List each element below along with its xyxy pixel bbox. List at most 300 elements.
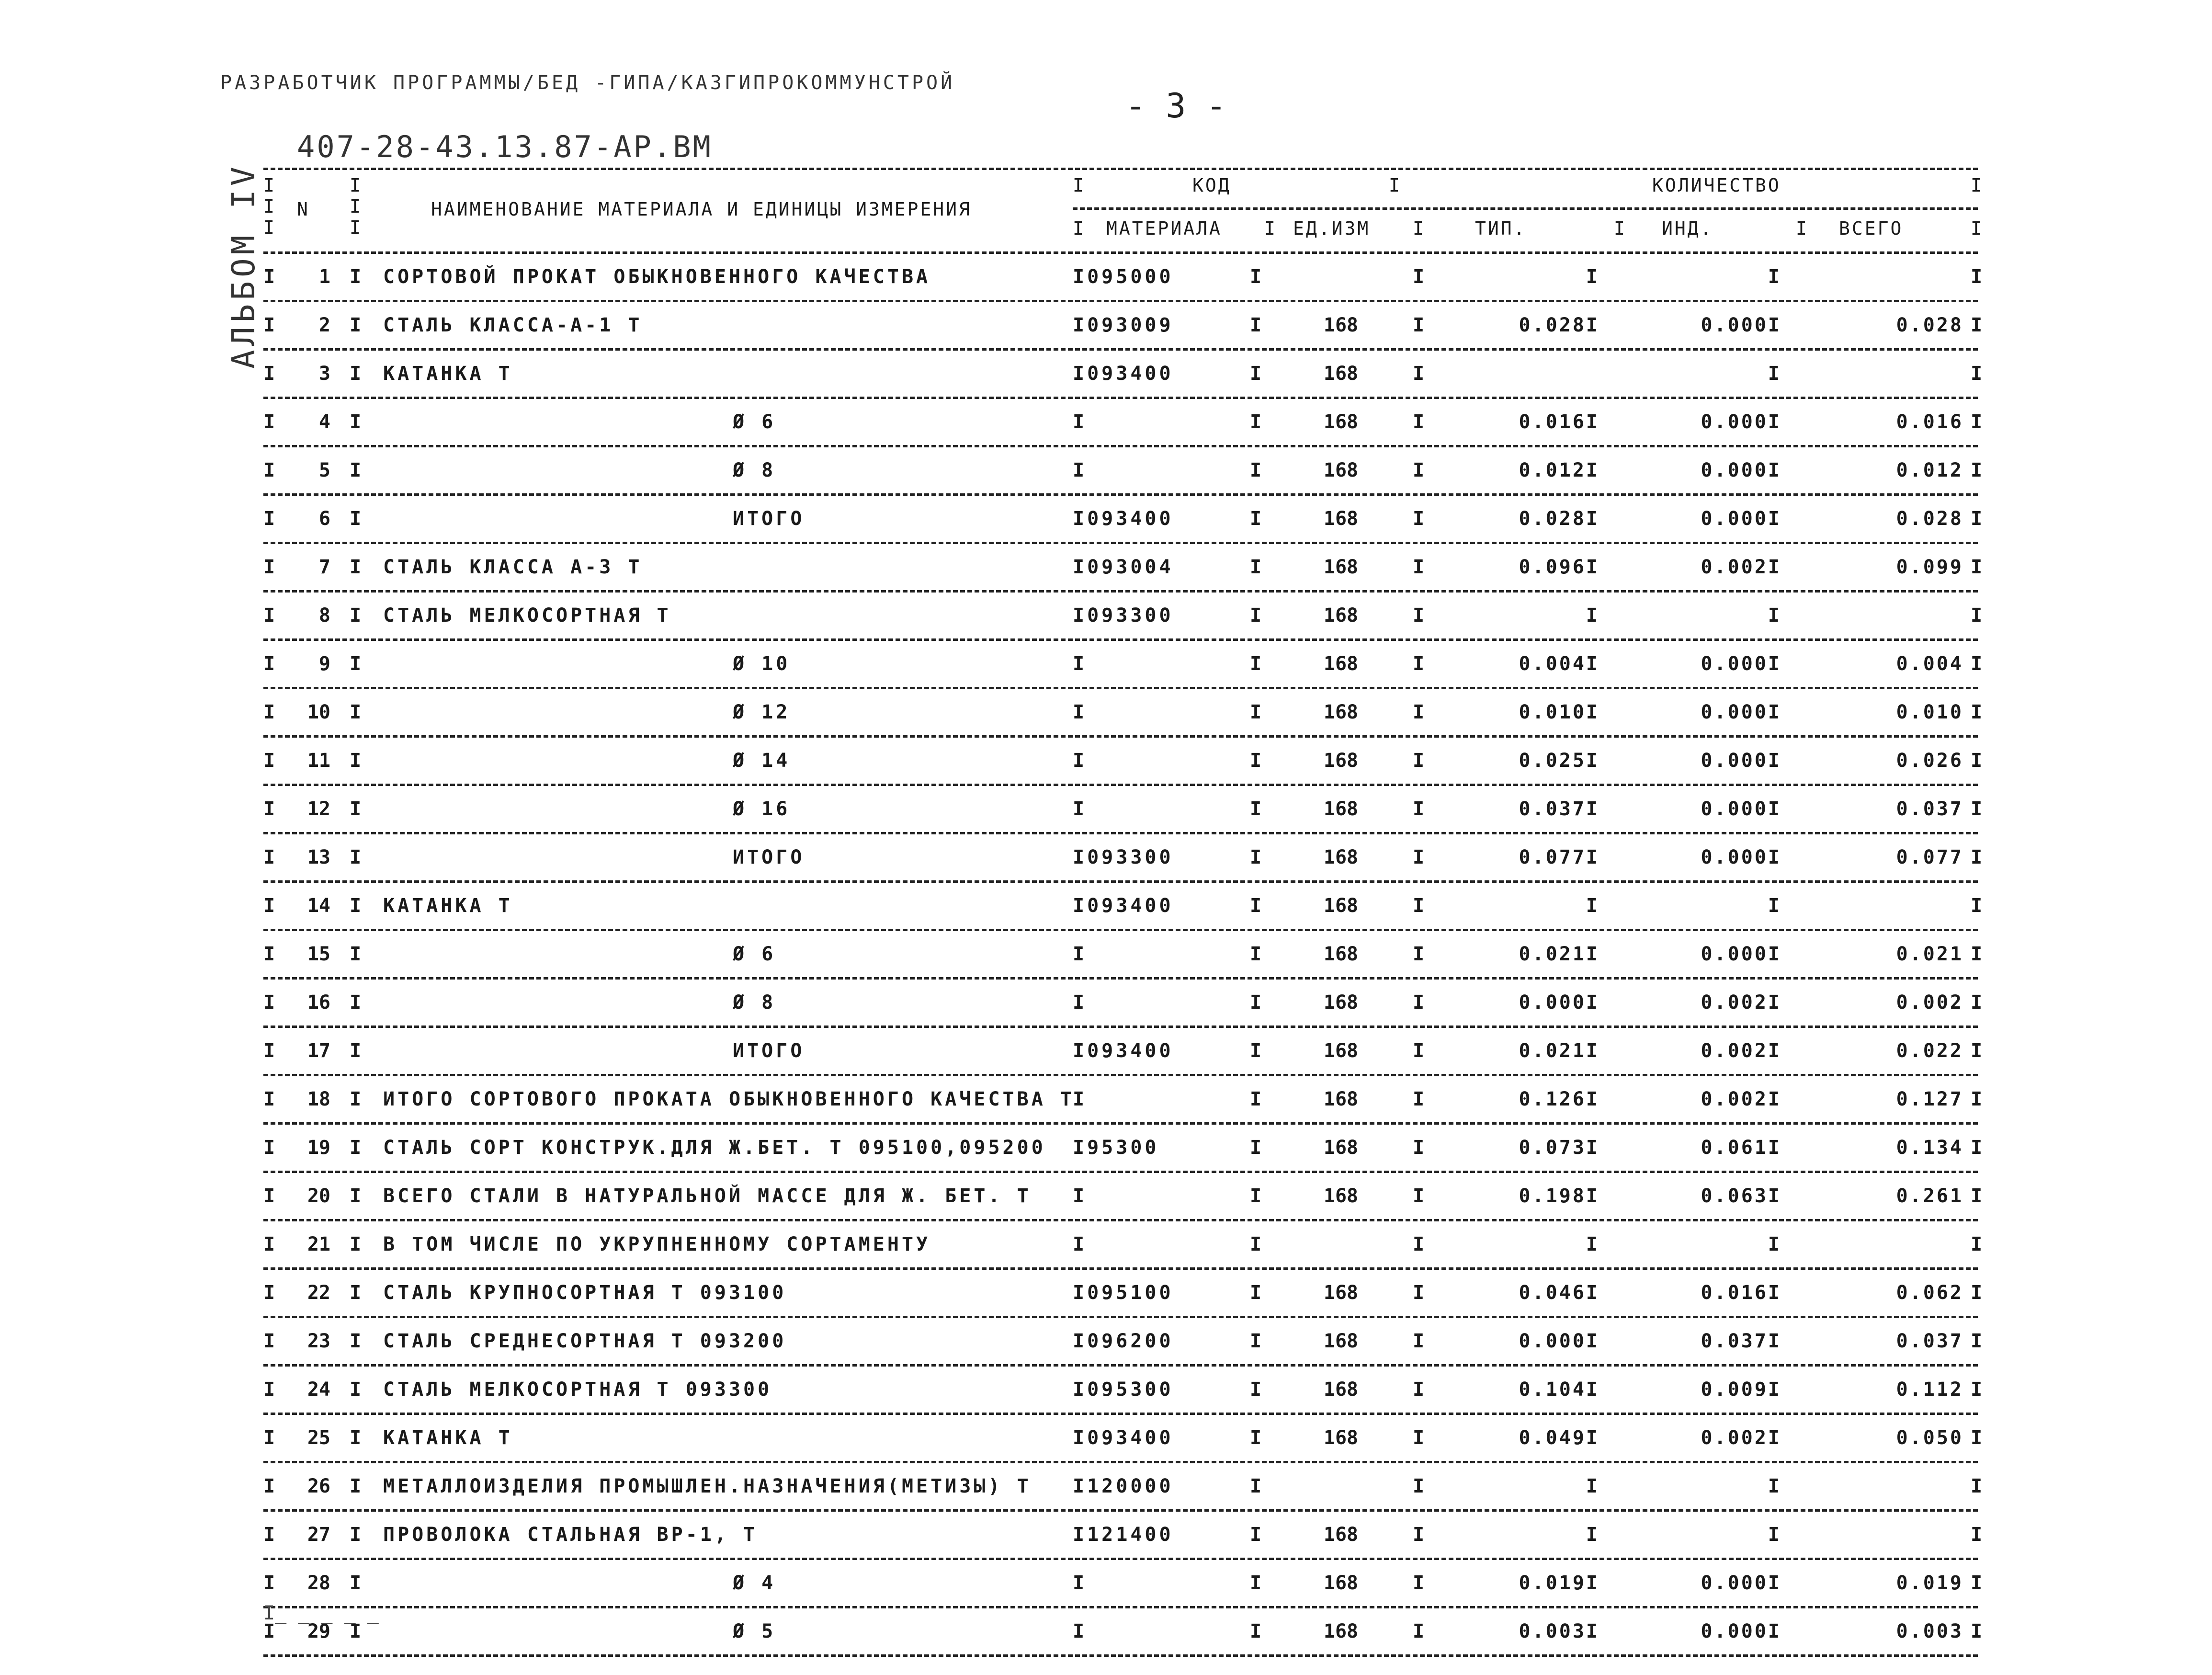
table-row (263, 1028, 1983, 1076)
row-sep: I (1250, 1572, 1262, 1594)
quantity-typ: 0.049I (1519, 1427, 1599, 1449)
quantity-ind: 0.002I (1701, 1088, 1781, 1110)
row-number: 13 (307, 846, 330, 868)
unit-code: 168 (1323, 1379, 1359, 1401)
unit-code: 168 (1323, 750, 1359, 772)
row-sep: I (1413, 1620, 1425, 1642)
row-border-right: I (1971, 556, 1983, 578)
row-sep: I (350, 750, 362, 772)
unit-code: 168 (1323, 1427, 1359, 1449)
quantity-typ: 0.046I (1519, 1282, 1599, 1304)
table-row (263, 980, 1983, 1028)
row-sep: I (1413, 266, 1425, 288)
row-sep: I (1250, 701, 1262, 723)
table-row (263, 883, 1983, 931)
header-unit: ЕД.ИЗМ (1293, 218, 1371, 239)
row-border-left: I (263, 1427, 275, 1449)
material-code: I (1073, 750, 1088, 772)
quantity-total (1820, 351, 1963, 397)
quantity-typ: 0.019I (1519, 1572, 1599, 1594)
quantity-typ: 0.003I (1519, 1620, 1599, 1642)
row-number: 7 (318, 556, 330, 578)
row-border-right: I (1971, 653, 1983, 675)
quantity-typ: I (1586, 895, 1599, 917)
quantity-total: 0.062 (1896, 1282, 1963, 1304)
row-number: 4 (318, 411, 330, 433)
material-name: СТАЛЬ КРУПНОСОРТНАЯ Т 093100 (383, 1282, 787, 1304)
material-code: I121400 (1073, 1524, 1174, 1546)
row-sep: I (350, 1379, 362, 1401)
material-name: СТАЛЬ МЕЛКОСОРТНАЯ Т 093300 (383, 1379, 772, 1401)
quantity-typ: 0.028I (1519, 314, 1599, 336)
row-border-right: I (1971, 459, 1983, 481)
quantity-total (1820, 1463, 1963, 1509)
quantity-total: 0.037 (1896, 1330, 1963, 1352)
quantity-ind: I (1768, 1475, 1781, 1497)
row-border-left: I (263, 604, 275, 627)
header-quantity: КОЛИЧЕСТВО (1652, 175, 1781, 196)
unit-code: 168 (1323, 459, 1359, 481)
row-number: 27 (307, 1524, 330, 1546)
material-name: СТАЛЬ СОРТ КОНСТРУК.ДЛЯ Ж.БЕТ. Т 095100,095200 (383, 1137, 1046, 1159)
quantity-total: 0.016 (1896, 411, 1963, 433)
quantity-ind: 0.000I (1701, 314, 1781, 336)
row-border-right: I (1971, 895, 1983, 917)
table-row (263, 1463, 1983, 1512)
header-border-left: I I I (263, 175, 276, 238)
row-sep: I (1413, 1427, 1425, 1449)
row-number: 2 (318, 314, 330, 336)
quantity-ind: 0.061I (1701, 1137, 1781, 1159)
row-border-left: I (263, 895, 275, 917)
row-border-left: I (263, 459, 275, 481)
row-sep: I (1250, 556, 1262, 578)
material-code: I093400 (1073, 508, 1174, 530)
row-border-left: I (263, 1620, 275, 1642)
quantity-typ: 0.010I (1519, 701, 1599, 723)
unit-code: 168 (1323, 508, 1359, 530)
row-border-right: I (1971, 1475, 1983, 1497)
quantity-typ: I (1586, 266, 1599, 288)
quantity-ind: 0.037I (1701, 1330, 1781, 1352)
quantity-typ: 0.016I (1519, 411, 1599, 433)
quantity-typ: 0.021I (1519, 943, 1599, 965)
quantity-total (1820, 593, 1963, 638)
quantity-ind: 0.000I (1701, 1620, 1781, 1642)
material-name: КАТАНКА Т (383, 895, 513, 917)
header-border-right: I (1971, 175, 1984, 196)
row-border-right: I (1971, 508, 1983, 530)
row-border-right: I (1971, 1330, 1983, 1352)
row-sep: I (1413, 1524, 1425, 1546)
row-number: 20 (307, 1185, 330, 1207)
row-number: 9 (318, 653, 330, 675)
row-sep: I (350, 1137, 362, 1159)
row-border-left: I (263, 846, 275, 868)
header-mid-rule (1073, 207, 1978, 210)
row-sep: I (350, 1620, 362, 1642)
header-sep-num: I I I (350, 175, 363, 238)
header-sep-material: I (1073, 218, 1086, 239)
table-row (263, 931, 1983, 980)
quantity-total (1820, 254, 1963, 300)
row-sep: I (1413, 701, 1425, 723)
unit-code: 168 (1323, 363, 1359, 385)
unit-code (1307, 1463, 1374, 1509)
material-name: Ø 5 (733, 1620, 776, 1642)
row-border-left: I (263, 411, 275, 433)
material-code: I093400 (1073, 1040, 1174, 1062)
header-sep-qty: I (1389, 175, 1402, 196)
row-sep: I (350, 653, 362, 675)
row-number: 5 (318, 459, 330, 481)
quantity-total: 0.037 (1896, 798, 1963, 820)
material-name: ИТОГО (733, 846, 805, 868)
row-number: 19 (307, 1137, 330, 1159)
quantity-ind: 0.000I (1701, 411, 1781, 433)
row-sep: I (350, 556, 362, 578)
quantity-typ: 0.000I (1519, 991, 1599, 1014)
quantity-total (1820, 1512, 1963, 1558)
table-row (263, 544, 1983, 593)
row-number: 28 (307, 1572, 330, 1594)
row-number: 12 (307, 798, 330, 820)
unit-code: 168 (1323, 411, 1359, 433)
row-border-left: I (263, 943, 275, 965)
row-number: 16 (307, 991, 330, 1014)
row-border-right: I (1971, 1185, 1983, 1207)
material-code: I (1073, 943, 1088, 965)
document-code: 407-28-43.13.87-АР.ВМ (297, 129, 713, 164)
quantity-ind: I (1768, 1233, 1781, 1255)
quantity-typ: 0.012I (1519, 459, 1599, 481)
quantity-typ: 0.021I (1519, 1040, 1599, 1062)
quantity-ind: 0.000I (1701, 846, 1781, 868)
row-sep: I (350, 846, 362, 868)
material-code: I (1073, 1620, 1088, 1642)
row-sep: I (1413, 653, 1425, 675)
table-row (263, 1560, 1983, 1608)
row-sep: I (1413, 556, 1425, 578)
row-sep: I (350, 1185, 362, 1207)
quantity-total (1820, 1221, 1963, 1267)
unit-code: 168 (1323, 653, 1359, 675)
quantity-typ: I (1586, 604, 1599, 627)
row-number: 6 (318, 508, 330, 530)
row-sep: I (1413, 895, 1425, 917)
row-sep: I (1250, 1185, 1262, 1207)
unit-code: 168 (1323, 895, 1359, 917)
row-border-right: I (1971, 266, 1983, 288)
table-row (263, 254, 1983, 302)
row-sep: I (1250, 1620, 1262, 1642)
header-material: МАТЕРИАЛА (1106, 218, 1222, 239)
row-border-left: I (263, 798, 275, 820)
row-number: 8 (318, 604, 330, 627)
quantity-typ: 0.025I (1519, 750, 1599, 772)
table-row (263, 399, 1983, 447)
row-sep: I (1250, 411, 1262, 433)
unit-code: 168 (1323, 1524, 1359, 1546)
material-code: I096200 (1073, 1330, 1174, 1352)
header-sep-typ: I (1413, 218, 1426, 239)
row-border-left: I (263, 1572, 275, 1594)
quantity-ind: 0.002I (1701, 991, 1781, 1014)
row-number: 21 (307, 1233, 330, 1255)
row-border-right: I (1971, 1040, 1983, 1062)
row-sep: I (1413, 411, 1425, 433)
table-row (263, 786, 1983, 834)
quantity-typ: 0.004I (1519, 653, 1599, 675)
row-sep: I (1413, 750, 1425, 772)
quantity-total: 0.004 (1896, 653, 1963, 675)
row-sep: I (1413, 1572, 1425, 1594)
row-number: 15 (307, 943, 330, 965)
row-number: 10 (307, 701, 330, 723)
quantity-total: 0.127 (1896, 1088, 1963, 1110)
material-name: СТАЛЬ КЛАССА А-3 Т (383, 556, 643, 578)
row-sep: I (1250, 750, 1262, 772)
material-name: СТАЛЬ КЛАССА-А-1 Т (383, 314, 643, 336)
row-border-left: I (263, 653, 275, 675)
row-border-left: I (263, 1040, 275, 1062)
material-name: Ø 16 (733, 798, 791, 820)
row-border-left: I (263, 1185, 275, 1207)
row-sep: I (1250, 895, 1262, 917)
header-sep-total: I (1796, 218, 1809, 239)
row-sep: I (1413, 1185, 1425, 1207)
table-row (263, 641, 1983, 689)
quantity-total: 0.021 (1896, 943, 1963, 965)
material-code: I (1073, 411, 1088, 433)
material-code: I093009 (1073, 314, 1174, 336)
row-sep: I (350, 459, 362, 481)
material-name: В ТОМ ЧИСЛЕ ПО УКРУПНЕННОМУ СОРТАМЕНТУ (383, 1233, 931, 1255)
quantity-total: 0.261 (1896, 1185, 1963, 1207)
table-row (263, 351, 1983, 399)
album-label: АЛЬБОМ IV (225, 163, 262, 369)
header-typ: ТИП. (1475, 218, 1527, 239)
row-sep: I (1250, 459, 1262, 481)
quantity-total: 0.003 (1896, 1620, 1963, 1642)
row-border-right: I (1971, 798, 1983, 820)
quantity-total: 0.010 (1896, 701, 1963, 723)
developer-line: РАЗРАБОТЧИК ПРОГРАММЫ/БЕД -ГИПА/КАЗГИПРОКОММУНСТРОЙ (220, 72, 955, 94)
row-sep: I (1250, 798, 1262, 820)
row-sep: I (1413, 363, 1425, 385)
unit-code: 168 (1323, 846, 1359, 868)
row-border-left: I (263, 991, 275, 1014)
row-number: 17 (307, 1040, 330, 1062)
row-border-right: I (1971, 604, 1983, 627)
row-sep: I (1250, 943, 1262, 965)
quantity-typ: 0.077I (1519, 846, 1599, 868)
material-name: Ø 8 (733, 991, 776, 1014)
row-number: 14 (307, 895, 330, 917)
row-sep: I (1413, 1088, 1425, 1110)
row-border-right: I (1971, 1233, 1983, 1255)
quantity-ind: 0.000I (1701, 798, 1781, 820)
material-name: Ø 6 (733, 411, 776, 433)
quantity-total: 0.077 (1896, 846, 1963, 868)
table-row (263, 834, 1983, 883)
row-sep: I (1250, 1137, 1262, 1159)
quantity-ind: 0.000I (1701, 508, 1781, 530)
quantity-typ: I (1586, 1475, 1599, 1497)
row-sep: I (1250, 1088, 1262, 1110)
quantity-ind: 0.000I (1701, 750, 1781, 772)
row-sep: I (350, 701, 362, 723)
table-row (263, 302, 1983, 351)
quantity-total: 0.019 (1896, 1572, 1963, 1594)
quantity-total: 0.028 (1896, 508, 1963, 530)
material-code: I (1073, 1088, 1088, 1110)
material-name: Ø 4 (733, 1572, 776, 1594)
table-row (263, 447, 1983, 496)
row-border-left: I (263, 1137, 275, 1159)
row-border-left: I (263, 1475, 275, 1497)
row-sep: I (1413, 1233, 1425, 1255)
unit-code: 168 (1323, 1088, 1359, 1110)
quantity-ind: 0.009I (1701, 1379, 1781, 1401)
row-border-left: I (263, 1088, 275, 1110)
material-name: ВСЕГО СТАЛИ В НАТУРАЛЬНОЙ МАССЕ ДЛЯ Ж. БЕТ. Т (383, 1185, 1032, 1207)
quantity-total (1820, 883, 1963, 929)
row-sep: I (1250, 1233, 1262, 1255)
row-border-left: I (263, 556, 275, 578)
row-sep: I (350, 508, 362, 530)
row-border-right: I (1971, 1572, 1983, 1594)
materials-table (263, 168, 1984, 1657)
unit-code: 168 (1323, 314, 1359, 336)
unit-code: 168 (1323, 943, 1359, 965)
row-sep: I (1413, 1040, 1425, 1062)
unit-code: 168 (1323, 1330, 1359, 1352)
table-header (263, 170, 1984, 251)
row-sep: I (1250, 1475, 1262, 1497)
quantity-ind: 0.016I (1701, 1282, 1781, 1304)
row-sep: I (350, 314, 362, 336)
row-sep: I (350, 798, 362, 820)
unit-code: 168 (1323, 1572, 1359, 1594)
row-border-left: I (263, 363, 275, 385)
quantity-typ: 0.000I (1519, 1330, 1599, 1352)
row-sep: I (1250, 363, 1262, 385)
table-row (263, 1221, 1983, 1270)
continuation-mark: I_ _ _ _ _ (263, 1602, 379, 1624)
row-border-right: I (1971, 1620, 1983, 1642)
row-number: 29 (307, 1620, 330, 1642)
row-border-right: I (1971, 701, 1983, 723)
row-sep: I (1250, 1282, 1262, 1304)
row-border-left: I (263, 266, 275, 288)
row-number: 25 (307, 1427, 330, 1449)
material-name: Ø 12 (733, 701, 791, 723)
row-sep: I (350, 604, 362, 627)
table-row (263, 593, 1983, 641)
table-row (263, 1125, 1983, 1173)
quantity-ind: 0.063I (1701, 1185, 1781, 1207)
header-sep-ind: I (1614, 218, 1627, 239)
unit-code: 168 (1323, 701, 1359, 723)
material-name: СОРТОВОЙ ПРОКАТ ОБЫКНОВЕННОГО КАЧЕСТВА (383, 266, 931, 288)
header-sep-unit: I (1264, 218, 1277, 239)
quantity-ind: 0.002I (1701, 1040, 1781, 1062)
page-number: - 3 - (1125, 86, 1226, 125)
quantity-ind: 0.002I (1701, 1427, 1781, 1449)
row-sep: I (1413, 991, 1425, 1014)
row-border-left: I (263, 1233, 275, 1255)
row-sep: I (350, 411, 362, 433)
quantity-typ: 0.037I (1519, 798, 1599, 820)
material-name: ИТОГО (733, 1040, 805, 1062)
material-code: I (1073, 701, 1088, 723)
row-border-right: I (1971, 1427, 1983, 1449)
material-code: I (1073, 459, 1088, 481)
unit-code: 168 (1323, 1185, 1359, 1207)
unit-code: 168 (1323, 1282, 1359, 1304)
material-name: ПРОВОЛОКА СТАЛЬНАЯ ВР-1, Т (383, 1524, 758, 1546)
quantity-ind: 0.000I (1701, 943, 1781, 965)
unit-code (1307, 1221, 1374, 1267)
material-code: I (1073, 991, 1088, 1014)
row-sep: I (350, 1475, 362, 1497)
unit-code: 168 (1323, 604, 1359, 627)
row-border-right: I (1971, 991, 1983, 1014)
header-sep-code: I (1073, 175, 1086, 196)
row-sep: I (1413, 508, 1425, 530)
row-border-left: I (263, 750, 275, 772)
material-code: I (1073, 1185, 1088, 1207)
table-body (263, 254, 1983, 1657)
material-name: Ø 8 (733, 459, 776, 481)
material-code: I093400 (1073, 363, 1174, 385)
row-sep: I (350, 266, 362, 288)
row-sep: I (1413, 604, 1425, 627)
table-row (263, 1512, 1983, 1560)
material-name: МЕТАЛЛОИЗДЕЛИЯ ПРОМЫШЛЕН.НАЗНАЧЕНИЯ(МЕТИЗЫ) Т (383, 1475, 1032, 1497)
header-num: N (297, 199, 310, 220)
row-sep: I (1250, 314, 1262, 336)
row-sep: I (350, 1330, 362, 1352)
table-row (263, 496, 1983, 544)
material-code: I093004 (1073, 556, 1174, 578)
row-border-right: I (1971, 1137, 1983, 1159)
quantity-typ: I (1586, 1233, 1599, 1255)
row-number: 1 (318, 266, 330, 288)
row-sep: I (1413, 1379, 1425, 1401)
row-number: 18 (307, 1088, 330, 1110)
quantity-total: 0.099 (1896, 556, 1963, 578)
material-name: КАТАНКА Т (383, 1427, 513, 1449)
material-code: I (1073, 1572, 1088, 1594)
quantity-typ: 0.073I (1519, 1137, 1599, 1159)
quantity-typ: 0.198I (1519, 1185, 1599, 1207)
row-number: 24 (307, 1379, 330, 1401)
row-sep: I (350, 1282, 362, 1304)
row-border-left: I (263, 1379, 275, 1401)
material-code: I095100 (1073, 1282, 1174, 1304)
quantity-typ: 0.126I (1519, 1088, 1599, 1110)
material-name: Ø 6 (733, 943, 776, 965)
row-sep: I (1413, 943, 1425, 965)
quantity-typ: 0.028I (1519, 508, 1599, 530)
row-sep: I (1413, 459, 1425, 481)
unit-code: 168 (1323, 1137, 1359, 1159)
unit-code (1307, 254, 1374, 300)
table-row (263, 738, 1983, 786)
row-sep: I (350, 895, 362, 917)
